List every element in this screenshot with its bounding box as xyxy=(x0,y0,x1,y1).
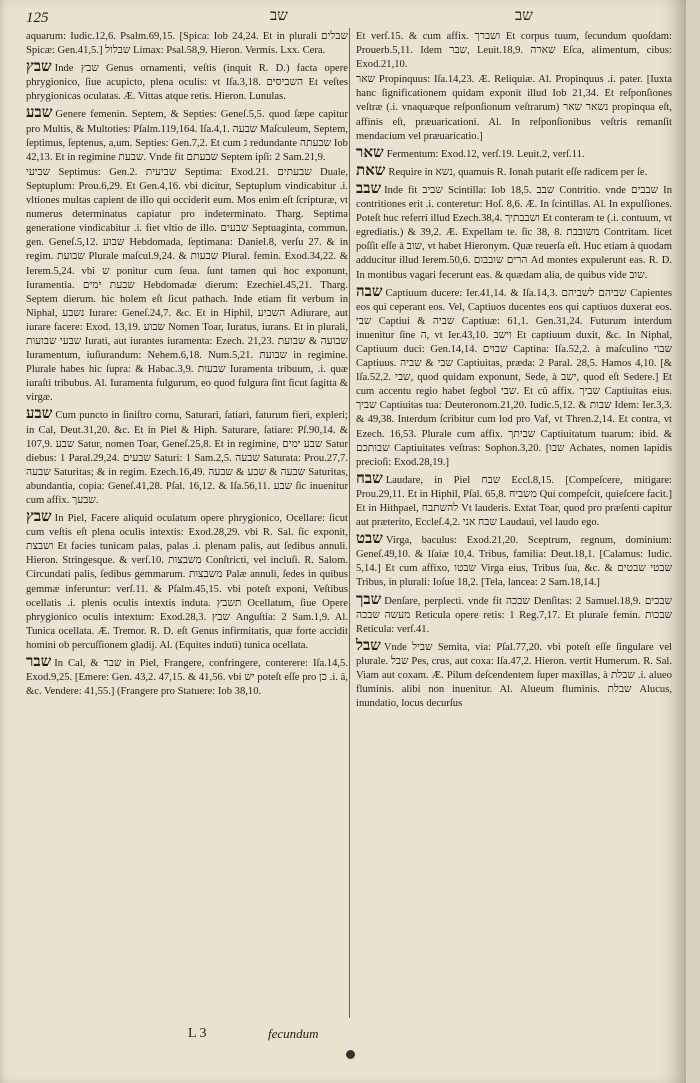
entry-lemma: שבע xyxy=(26,404,53,423)
dictionary-entry xyxy=(26,105,348,164)
entry-text: aquarum: Iudic.12,6. Psalm.69,15. [Spica: Iob 24,24. Et in plurali שבלים Spicæ: Gen.41,5.] שבלול Limax: Psal.58,9. Hieron. Vermis. Lxx. Cera. xyxy=(26,31,348,57)
entry-lemma: שבך xyxy=(356,589,382,608)
dictionary-entry xyxy=(356,142,672,162)
ornament-dot xyxy=(346,1050,355,1059)
entry-text: Vnde שביל Semita, via: Pſal.77,20. vbi poteſt eſſe ſingulare vel plurale. שבל Pes, crus, aut coxa: Iſa.47,2. Hieron. vertit Humerum. R. Sal. Viam aut coxam. Æ. Pilum deſcendentem ſuper maxillas, à שבלת .i. alueo fluminis. alibi non inuenitur. Al. Alueum fluminis. שבלת Alucus, inundatio, locus decurſus xyxy=(356,641,672,710)
entry-text: Laudare, in Piel שבח Eccl.8,15. [Compeſcere, mitigare: Prou.29,11. Et in Hiphil, Pſal. 65,8. משביח Qui compeſcit, quieſcere facit.] Et in Hithpael, להשתבח Vt lauderis. Extat Toar, quod pro præſenti capitur aut præterito, Eccleſ.4,2. שבח אני Laudaui, vel laudo ego. xyxy=(356,474,672,529)
entry-text: Denſare, perplecti. vnde fit שבכה Denſitas: 2 Samuel.18,9. שבכים מעשה שבכה Reticula opere retis: 1 Reg.7,17. Et plurale femin. שבכות Reticula: verſ.41. xyxy=(356,595,672,635)
dictionary-entry xyxy=(26,509,348,653)
dictionary-entry xyxy=(26,30,348,58)
dictionary-entry xyxy=(26,166,348,406)
entry-lemma: שבע xyxy=(26,103,53,122)
entry-lemma: שאר xyxy=(356,142,384,161)
entry-text: Genere femenin. Septem, & Septies: Geneſ.5,5. quod ſæpe capitur pro Multis, & Multoties: Pſalm.119,164. Iſa.4,1. שבעה Maſculeum, Septem, ſeptimus, ſeptenus, a,um. Septies: Gen.7,2. Et cum ג redundante שבעתה Iob 42,13. Et in regimine שבעת. Vnde fit שבעתם Septem ipſi: 2 Sam.21,9. xyxy=(26,109,348,163)
dictionary-entry xyxy=(356,589,672,637)
entry-text: Inde fit שביב Scintilla: Iob 18,5. שבב Contritio. vnde שבבים In contritiones erit .i. conteretur: Hoſ. 8,6. Æ. In ſcintillas. Al. In expulſiones. Poteſt huc referri illud Ezech.38,4. ושבבתיך Et conteram te (.i. contuum, vt egrediatis.) & 39,2. Æ. Expellam te. ſic 38, 8. משובבת Contritam. licet poſſit eſſe à שוב, vt habet Hieronym. Quæ reuerſa eſt. Huc etiam à quodam adducitur illud Ierem.50,6. הרים שובבום Ad montes expulerunt eas. R. D. In montibus vagari fecerunt eas. & quædam alia, de quibus vide שוב. xyxy=(356,184,673,281)
dictionary-entry xyxy=(26,654,348,699)
entry-lemma: שבץ xyxy=(26,57,52,76)
dictionary-entry xyxy=(356,635,672,711)
signature-mark: L 3 xyxy=(188,1026,207,1041)
dictionary-entry xyxy=(26,59,348,104)
entry-text: שאר Propinquus: Iſa.14,23. Æ. Reliquiæ. Al. Propinquus .i. pater. [Iuxta hanc ſignificationem quidam exponit illud Iob 21,34. Et reſponſiones veſtræ (.i. vnaquæque reſponſionum veſtrarum) נשאר שאר propinqua eſt, affinis eſt, præuaricationi. Al. In reſponſionibus veſtris remanſit mendacium vel præuaricatio.] xyxy=(356,74,672,142)
entry-lemma: שבח xyxy=(356,468,383,487)
dictionary-entry xyxy=(356,468,672,530)
entry-text: Et verſ.15. & cum affix. ושברך Et corpus tuum, ſecundum quoſdam: Prouerb.5,11. Idem שבר, Leuit.18,9. שארה Eſca, alimentum, cibus: Exod.21,10. xyxy=(356,31,672,71)
entry-text: שביעי Septimus: Gen.2. שביעית Septima: Exod.21. שבעתים Duale, Septuplum: Prou.6,29. Et Gen.4,16. vbi dicitur, Septuplum vindicabitur .i. vltiones multas capient de illo qui occiderit eum. Mos enim eſt ſcripturæ, vt numerus determinatus capiatur pro indeterminato. Tharg. Septima generatione vindicabitur .i. fiet vltio de illo. שבעים Septuaginta, commun. gen. Geneſ.5,12. שבוע Hebdomada, ſeptimana: Daniel.8, verſu 27. & in regim. שבועת Plurale maſcul.9,24. & שבעות Plural. femin. Exod.34,22. & Ierem.5,24. vbi ש ponitur cum ſeua. ſunt tamen qui hoc exponunt, Iuramentia. שבעת ימים Hebdomadæ dierum: Ezechiel.45,21. Tharg. Septem dierum. hic holem eſt ſicut pathach. Inde etiam fit verbum in Niphal, נשבע Iurare: Geneſ.24,7. &c. Et in Hiphil, השביע Adiurare, aut iurare facere: Exod. 13,19. שבוע Nomen Toar, Iuratus, iurans. Et in plurali, שבעי שבועות Iurati, aut iurantes iuramenta: Ezech. 21,23. שבועה & שבועת Iuramentum, iuſiurandum: Nehem.6,18. Num.5,21. שבועת in regimine. Plurale habes hic ſupra: & Habac.3,9. שבעות Iuramenta tribuum, .i. quæ iuraſti tribubus. Al. Iuramenta fulgurum, eo quod fulgura ſint ſicut ſagitta & virgæ. xyxy=(26,166,349,404)
entry-lemma: שבל xyxy=(356,635,381,654)
dictionary-entry xyxy=(356,531,672,590)
dictionary-entry xyxy=(356,73,672,143)
dictionary-entry xyxy=(356,178,673,283)
entry-lemma: שבט xyxy=(356,529,383,548)
entry-lemma: שבץ xyxy=(26,507,52,526)
entry-lemma: שבב xyxy=(356,178,382,197)
left-column xyxy=(26,30,348,700)
dictionary-entry xyxy=(356,281,673,470)
right-column xyxy=(356,30,672,712)
entry-text: Require in נשא, quamuis R. Ionah putarit eſſe radicem per ſe. xyxy=(388,166,648,178)
entry-text: In Cal, & שבר in Piel, Frangere, confringere, conterere: Iſa.14,5. Exod.9,25. [Emere: Gen. 43,2. 47,15. & 41,56. vbi יש poteſt eſſe pro כן .i. ä, &c. Vendere: 41,55.] (Frangere pro Statuere: Iob 38,10. xyxy=(26,658,348,698)
entry-text: Virga, baculus: Exod.21,20. Sceptrum, regnum, dominium: Geneſ.49,10. & Iſaiæ 10,4. Tribus, familia: Deut.18,1. [Calamus: Iudic. 5,14.] Et cum affixo, שבטו Virga eius, Tribus ſua, &c. & שבטי שבטים Tribus, in plurali: Ioſue 18,2. [Tela, lancea: 2 Sam.18,14.] xyxy=(356,535,673,589)
folio-number: 125 xyxy=(26,10,49,26)
entry-text: In Piel, Facere aliquid oculatum opere phrygionico, Ocellare: ſicut cum veſtis eſt plena oculis intextis: Exod.28,29. vbi R. Sal. ſic exponit, ושבצת Et facies tunicam palas, palas .i. plenam palis, aut ſedibus annuli. Hieron. Stringesque. & verſ.10. משבצות Conſtricti, vel incluſi. R. Salom. Circundati palis, ſedibus gemmarum. משבצות Palæ annuli, ſedes in quibus gemmæ inferuntur: verſ.11. & Pſalm.45,15. vbi poteſt exponi, Veſtibus ocellatis .i. plenis oculis intextis induta. תשבץ Ocellatum, ſiue Opere phrygionico oculis intextum: Exod.28,3. שבץ Anguſtia: 2 Sam.1,9. Al. Tunica ocellata. Æ. Tremor. R. D. eſt Genus infirmitatis, quæ forte accidit homini ob percuſſionem gladij. Al. (Equites induti) tunica ocellata. xyxy=(26,513,349,651)
entry-text: Captiuum ducere: Ier.41,14. & Iſa.14,3. שביהם לשביהם Capientes eos qui ceperant eos. Vel, Captiuos ducentes eos qui captiuos duxerat eos. שבי Captiui & שביה Captiuæ: 61,1. Gen.31,24. Futurum interdum inuenitur ſine ה, vt Ier.43,10. וישב Et captiuum duxit, &c. In Niphal, Captiuum duci: Gen.14,14. שבוים Captina: Iſa.52,2. à maſculino שבוי Captiuus. שבי & שביה Captiuitas, præda: 2 Paral. 28,5. Hamos 4,10. [& Iſa.52,2. שבי, quod quidam exponunt, Sede, à ישב, quod eſt Sedere.] Et cum accentu regio habet ſegbol שבי. Et cũ affix. שביך Captiuitas eius. שביך Captiuitas tua: Deuteronom.21,20. Iudic.5,12. & שבות Idem: Ier.3,3. & 49,38. Interdum ſcribitur cum lod pro Vaf, vt Thren.2,14. Et contra, vt Ezech. 16,53. Plurale cum affix. שביתך Captiuitatum tuarum: ibid. & שבותכם Captiuitates veſtras: Sophon.3,20. [שבו Achates, nomen lapidis precioſi: Exod.28,19.] xyxy=(356,287,673,468)
dictionary-entry xyxy=(26,406,348,508)
entry-lemma: שאת xyxy=(356,160,386,179)
dictionary-entry xyxy=(356,160,672,180)
running-head-left: שב xyxy=(270,8,288,24)
entry-text: Cum puncto in ſiniſtro cornu, Saturari, ſatiari, faturum fieri, expleri; in Cal, Deut.31,20. &c. Et in Piel & Hiph. Saturare, ſatiare: Pſ.90,14. & 107,9. שבע Satur, nomen Toar, Geneſ.25,8. Et in regimine, שבע ימים Satur diebus: 1 Paral.29,24. שבעים Saturi: 1 Sam.2,5. שבעה Saturata: Prou.27,7. שבעה Saturitas; & in regim. Ezech.16,49. שבעה & שבע & שבעה Saturitas, abundantia, copia: Geneſ.41,28. Pſal. 16,12. & Iſa.56,11. שבע ſic inuenitur cum affix. שבעך. xyxy=(26,410,348,506)
entry-lemma: שבר xyxy=(26,652,52,671)
column-divider xyxy=(349,28,350,1018)
dictionary-entry xyxy=(356,30,672,72)
entry-text: Fermentum: Exod.12, verſ.19. Leuit.2, verſ.11. xyxy=(386,148,585,160)
running-head-right: שב xyxy=(515,8,533,24)
entry-lemma: שבה xyxy=(356,281,383,300)
catchword: fecundum xyxy=(268,1026,319,1041)
entry-text: Inde שבץ Genus ornamenti, veſtis (inquit R. D.) facta opere phrygionico, ſiue acupicto, plena oculis: vt Iſa.3,18. השביסים Et veſtes phrygionicas oculatas. Æ. Vittas atque retis. Hieron. Lunulas. xyxy=(26,63,348,103)
